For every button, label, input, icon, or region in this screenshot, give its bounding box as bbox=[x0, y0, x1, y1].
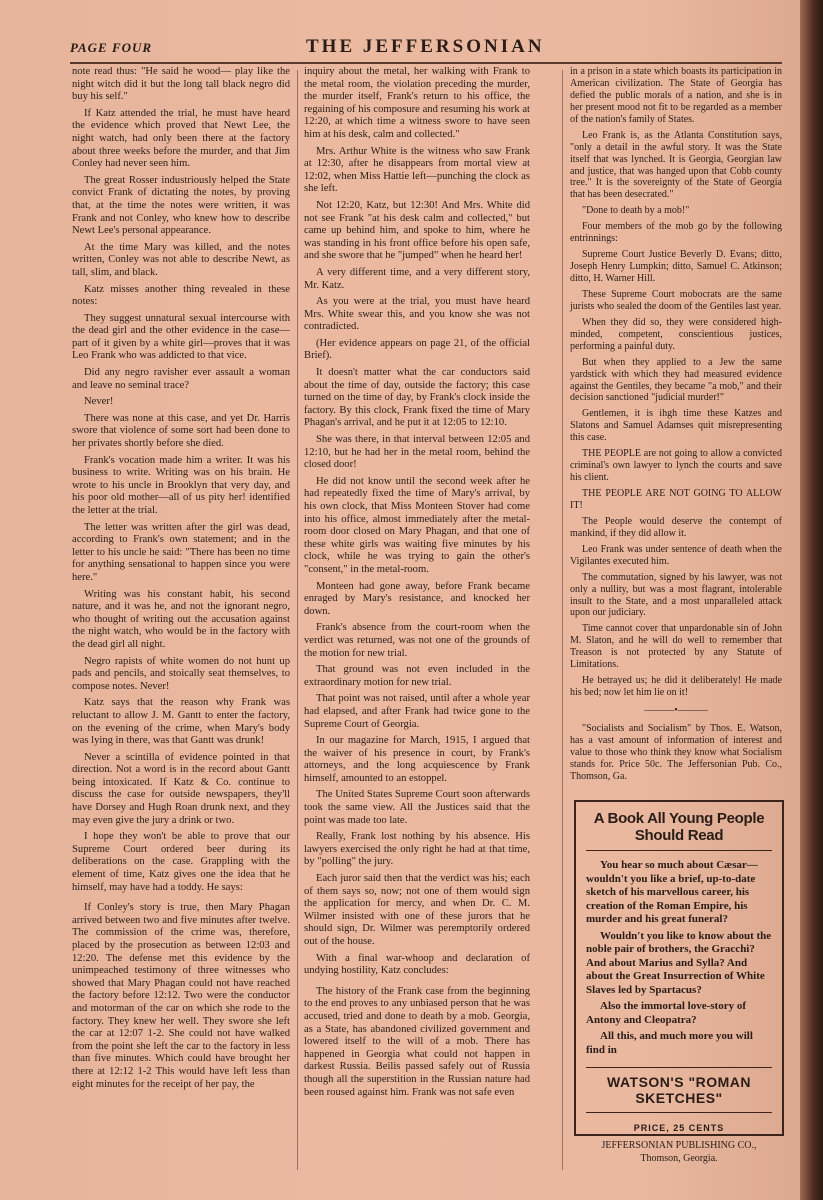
paragraph: Frank's absence from the court-room when the verdict was returned, was not one of the grounds of the motion for new trial. bbox=[304, 622, 530, 659]
paragraph: But when they applied to a Jew the same yardstick with which they had measured evidence against the Gentiles, they became "a mob," and their decision sanctioned "judicial murder!" bbox=[570, 356, 782, 404]
paragraph: The commutation, signed by his lawyer, was not only a nullity, but was a most flagrant, intolerable insult to the State, and a most unparalleled attack upon our judiciary. bbox=[570, 571, 782, 619]
ad-publisher-city: Thomson, Georgia. bbox=[640, 1153, 718, 1164]
paragraph: A very different time, and a very different story, Mr. Katz. bbox=[304, 266, 530, 291]
paragraph: inquiry about the metal, her walking with Frank to the metal room, the violation preceding the murder, the murder itself, Frank's return to his office, the regaining of his composure and resuming his work at 12:20, at which time a witness swore to have seen him at his desk, calm and collected." bbox=[304, 66, 530, 140]
ad-publisher bbox=[586, 1139, 772, 1165]
paragraph: Mrs. Arthur White is the witness who saw Frank at 12:30, after he disappears from mortal view at 12:02, when Miss Hattie left—punching the clock as she left. bbox=[304, 145, 530, 195]
paragraph: At the time Mary was killed, and the notes written, Conley was not able to describe Newt, as tall, slim, and black. bbox=[72, 241, 290, 278]
paragraph: Each juror said then that the verdict was his; each of them says so, now; not one of them would sign the application for mercy, and when Dr. C. M. Wilmer insisted with one of these jurors that he should sign, Dr. Wilmer was peremptorily ordered out of the house. bbox=[304, 873, 530, 947]
paragraph: I hope they won't be able to prove that our Supreme Court ordered beer during its deliberations on the case. Grappling with the element of time, Katz gives one the idea that he himself, may have had a toddy. He says: bbox=[72, 831, 290, 893]
quoted-paragraph: If Conley's story is true, then Mary Phagan arrived between two and five minutes after twelve. The commission of the crime was, therefore, placed by the prosecution as between 12:03 and 12:20. The defense met this evidence by the unimpeached testimony of three witnesses who showed that Mary Phagan could not have reached the factory before 12:12. Two were the conductor and motorman of the car on which she rode to the factory. They knew her well. They swore she left the car at 12:07 1-2. She could not have walked from the point she left the car to the factory in less than five minutes. Which could have brought her there at 12:12 1-2 This would have left less than eight minutes for the receipt of her pay, the bbox=[72, 902, 290, 1090]
paragraph: in a prison in a state which boasts its participation in American civilization. The State of Georgia has defied the public morals of a nation, and she is in her present mood not fit to be regarded as a member of the nation's family of States. bbox=[570, 66, 782, 125]
paragraph: It doesn't matter what the car conductors said about the time of day, outside the factory; this case turned on the time of day, by Frank's clock inside the factory. By this clock, Frank fixed the time of Mary Phagan's arrival, and he put it at 12:05 to 12:10. bbox=[304, 367, 530, 429]
paragraph: As you were at the trial, you must have heard Mrs. White swear this, and you know she was not contradicted. bbox=[304, 296, 530, 333]
paragraph: Really, Frank lost nothing by his absence. His lawyers exercised the only right he had at that time, by "polling" the jury. bbox=[304, 831, 530, 868]
column-divider bbox=[562, 70, 563, 1170]
paragraph: These Supreme Court mobocrats are the same jurists who sealed the doom of the Gentiles last year. bbox=[570, 288, 782, 312]
ad-publisher-name: JEFFERSONIAN PUBLISHING CO., bbox=[601, 1140, 757, 1151]
column-divider bbox=[297, 70, 298, 1170]
section-divider: ———•——— bbox=[644, 705, 708, 716]
paragraph: He betrayed us; he did it deliberately! He made his bed; now let him lie on it! bbox=[570, 675, 782, 699]
paragraph: THE PEOPLE ARE NOT GOING TO ALLOW IT! bbox=[570, 488, 782, 511]
paragraph: The letter was written after the girl was dead, according to Frank's own statement; and in the letter to his uncle he said: "There has been no time for anything sensational to happen since you were here." bbox=[72, 521, 290, 583]
paragraph: Never a scintilla of evidence pointed in that direction. Not a word is in the record about Gantt being intoxicated. If Katz & Co. continue to discuss the case for outside newspapers, they'll have Dorsey and Hugh Roan drunk next, and they may even give the jury a drink or two. bbox=[72, 751, 290, 826]
paragraph: She was there, in that interval between 12:05 and 12:10, but he had her in the metal room, behind the closed door! bbox=[304, 434, 530, 471]
paragraph: (Her evidence appears on page 21, of the official Brief). bbox=[304, 337, 530, 362]
header-rule bbox=[70, 62, 782, 64]
paragraph: The great Rosser industriously helped the State convict Frank of dictating the notes, by proving that, at the time the notes were written, it was Frank and not Conley, who knew how to describe Newt Lee's personal appearance. bbox=[72, 174, 290, 237]
paragraph: "Done to death by a mob!" bbox=[582, 205, 690, 217]
paragraph: If Katz attended the trial, he must have heard the evidence which proved that Newt Lee, the night watch, had only been there at the factory about three weeks before the murder, and that Jim Conley had never seen him. bbox=[72, 107, 290, 170]
article-column-1 bbox=[72, 66, 290, 1095]
paragraph: Leo Frank is, as the Atlanta Constitution says, "only a detail in the awful story. It was the State itself that was lynched. It is Georgia, Georgian law and justice, that was hanged upon that Cobb county tree." It is the sovereignty of the State of Georgia that has been desecrated." bbox=[570, 129, 782, 201]
page-header bbox=[70, 36, 780, 62]
paragraph: Frank's vocation made him a writer. It was his business to write. Writing was on his brain. He wrote to his uncle in Brooklyn that very day, and his poor old mother—all of us pity her! identified the letter at the trial. bbox=[72, 454, 290, 516]
paragraph: Negro rapists of white women do not hunt up pads and pencils, and stoically seat themselves, to compose notes. Never! bbox=[72, 655, 290, 692]
paragraph: Time cannot cover that unpardonable sin of John M. Slaton, and he will do well to remember that Treason is not protected by any Statute of Limitations. bbox=[570, 623, 782, 671]
paragraph: The United States Supreme Court soon afterwards took the same view. All the Justices said that the point was made too late. bbox=[304, 789, 530, 826]
paragraph: There was none at this case, and yet Dr. Harris swore that violence of some sort had been done to her privates shortly before she died. bbox=[72, 412, 290, 450]
paragraph: Gentlemen, it is ihgh time these Katzes and Slatons and Samuel Adamses quit misrepresenting this case. bbox=[570, 408, 782, 444]
paragraph: With a final war-whoop and declaration of undying hostility, Katz concludes: bbox=[304, 952, 530, 977]
paragraph: Leo Frank was under sentence of death when the Vigilantes executed him. bbox=[570, 543, 782, 567]
ad-price: PRICE, 25 CENTS bbox=[633, 1123, 725, 1133]
paragraph: Did any negro ravisher ever assault a woman and leave no seminal trace? bbox=[72, 367, 290, 391]
paragraph: Four members of the mob go by the following entrinnings: bbox=[570, 221, 782, 245]
page-edge bbox=[800, 0, 823, 1200]
book-notice: "Socialists and Socialism" by Thos. E. Watson, has a vast amount of information of interest and value to those who think they know what Socialism stands for. Price 50c. The Jeffersonian Pub. Co., Thomson, Ga. bbox=[570, 722, 782, 782]
newspaper-title: THE JEFFERSONIAN bbox=[306, 36, 545, 57]
book-advertisement bbox=[574, 800, 784, 1164]
ad-paragraph: You hear so much about Cæsar—wouldn't you like a brief, up-to-date sketch of his marvellous career, his creation of the Roman Empire, his murder and his great funeral? bbox=[586, 859, 758, 925]
paragraph: That point was not raised, until after a whole year had elapsed, and after Frank had twice gone to the Supreme Court of Georgia. bbox=[304, 693, 530, 730]
page-number-label: PAGE FOUR bbox=[70, 40, 153, 55]
paragraph: When they did so, they were considered high-minded, competent, conscientious justices, performing a painful duty. bbox=[570, 316, 782, 352]
ad-headline: A Book All Young People Should Read bbox=[586, 810, 772, 851]
paragraph: That ground was not even included in the extraordinary motion for new trial. bbox=[304, 664, 530, 688]
quoted-paragraph: The history of the Frank case from the beginning to the end proves to any unbiased person that he was accused, tried and done to death by a mob. Georgia, as a State, has abandoned civilized government and lowered itself to the will of a mob. There has happened in Georgia what could not happen in darkest Russia. Beilis passed safely out of Russia though all the superstition in the Russian nature had been roused against him. Frank was not safe even bbox=[304, 985, 530, 1098]
paragraph: Monteen had gone away, before Frank became enraged by Mary's resistance, and knocked her down. bbox=[304, 580, 530, 617]
paragraph: In our magazine for March, 1915, I argued that the waiver of his presence in court, by Frank's attorneys, and the long acquiescence by Frank himself, amounted to an estoppel. bbox=[304, 735, 530, 784]
paragraph: THE PEOPLE are not going to allow a convicted criminal's own lawyer to lynch the courts and save his client. bbox=[570, 448, 782, 484]
paragraph: Katz misses another thing revealed in these notes: bbox=[72, 283, 290, 308]
ad-paragraph: All this, and much more you will find in bbox=[586, 1030, 753, 1056]
paragraph: Never! bbox=[84, 396, 114, 408]
paragraph: The People would deserve the contempt of mankind, if they did allow it. bbox=[570, 515, 782, 539]
paragraph: They suggest unnatural sexual intercourse with the dead girl and the other evidence in the case—part of it given by a white girl—proves that it was Leo Frank who was addicted to that vice. bbox=[72, 312, 290, 362]
paragraph: He did not know until the second week after he had repeatedly fixed the time of Mary's arrival, by his own clock, that Miss Monteen Stover had come into his office, almost immediately after the metal-room door closed on Mary Phagan, and that one of these white girls was waiting five minutes by his clock, while he was trying to gain the other's "consent," in the metal-room. bbox=[304, 475, 530, 575]
article-column-3 bbox=[570, 66, 782, 787]
paragraph: Supreme Court Justice Beverly D. Evans; ditto, Joseph Henry Lumpkin; ditto, Samuel C. Atkinson; ditto, H. Warner Hill. bbox=[570, 249, 782, 284]
paragraph: Not 12:20, Katz, but 12:30! And Mrs. White did not see Frank "at his desk calm and collected," but came up behind him, and spoke to him, where he was standing in his front office before his open safe, and she swore that he "jumped" when he heard her! bbox=[304, 199, 530, 262]
paragraph: Writing was his constant habit, his second nature, and it was he, and not the ignorant negro, who thought of writing out the accusation against the night watch, who would be in the factory with the dead girl all night. bbox=[72, 588, 290, 650]
ad-paragraph: Also the immortal love-story of Antony and Cleopatra? bbox=[586, 1000, 747, 1026]
ad-body bbox=[586, 859, 772, 1057]
ad-book-title: WATSON'S "ROMAN SKETCHES" bbox=[586, 1067, 772, 1113]
paragraph: note read thus: "He said he wood— play like the night witch did it but the long tall black negro did buy his self." bbox=[72, 66, 290, 103]
paragraph: Katz says that the reason why Frank was reluctant to allow J. M. Gantt to enter the factory, on the evening of the crime, when Mary's body was lying in there, was that Gantt was drunk! bbox=[72, 697, 290, 747]
ad-paragraph: Wouldn't you like to know about the noble pair of brothers, the Gracchi? And about Marius and Sylla? And about the Great Insurrection of White Slaves led by Spartacus? bbox=[586, 929, 772, 996]
article-column-2 bbox=[304, 66, 530, 1103]
